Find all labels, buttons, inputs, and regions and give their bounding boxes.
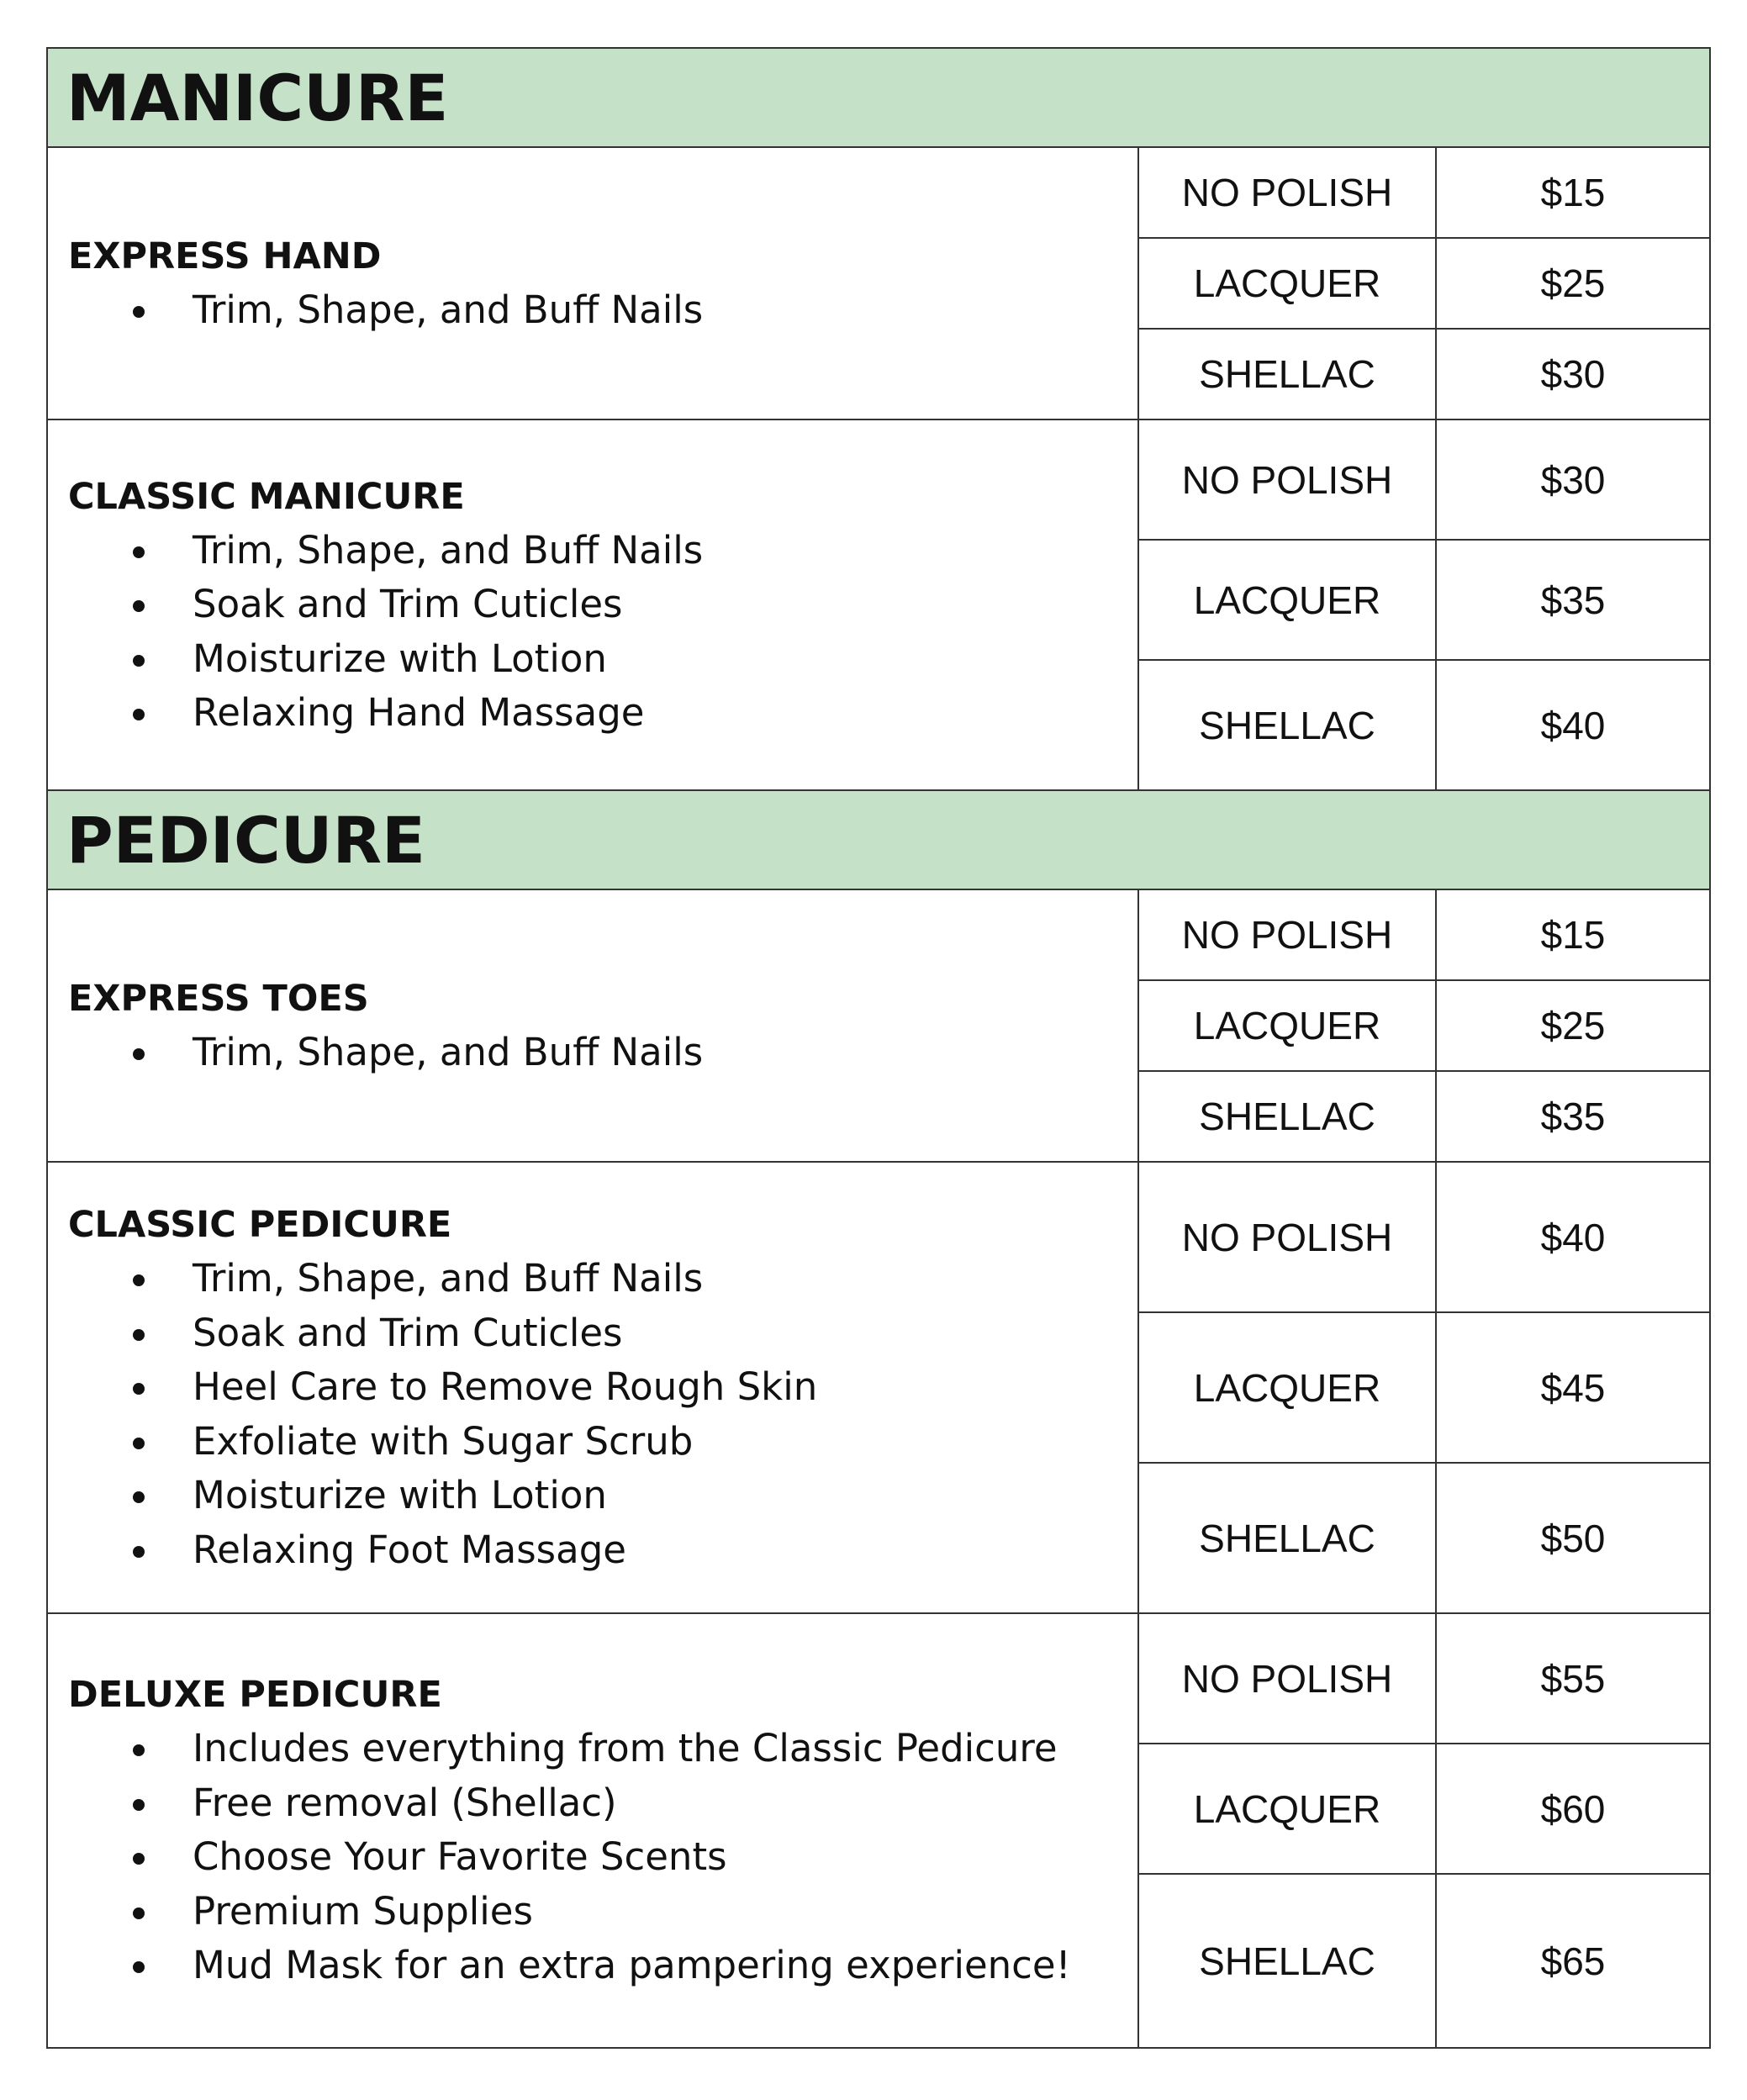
- feature-list: [68, 1026, 1137, 1080]
- feature-item: Trim, Shape, and Buff Nails: [68, 524, 1137, 578]
- manicure-section-header: [47, 48, 1710, 147]
- price-value: $55: [1436, 1613, 1710, 1744]
- price-value: $65: [1436, 1874, 1710, 2048]
- price-value: $40: [1436, 1162, 1710, 1312]
- feature-item: Trim, Shape, and Buff Nails: [68, 1252, 1137, 1306]
- service-name: CLASSIC PEDICURE: [68, 1204, 452, 1246]
- feature-item: Moisturize with Lotion: [68, 1469, 1137, 1523]
- price-value: $45: [1436, 1312, 1710, 1463]
- price-value: $30: [1436, 419, 1710, 540]
- price-value: $35: [1436, 540, 1710, 660]
- service-description: [47, 147, 1138, 419]
- price-value: $40: [1436, 660, 1710, 790]
- price-row: [47, 889, 1710, 980]
- polish-type: LACQUER: [1138, 980, 1436, 1071]
- service-description: [47, 1613, 1138, 2048]
- feature-item: Soak and Trim Cuticles: [68, 578, 1137, 632]
- feature-item: Choose Your Favorite Scents: [68, 1830, 1137, 1885]
- polish-type: NO POLISH: [1138, 889, 1436, 980]
- price-value: $50: [1436, 1463, 1710, 1613]
- price-value: $60: [1436, 1744, 1710, 1874]
- polish-type: LACQUER: [1138, 1744, 1436, 1874]
- price-row: [47, 147, 1710, 238]
- feature-list: [68, 1252, 1137, 1577]
- polish-type: LACQUER: [1138, 238, 1436, 329]
- price-value: $15: [1436, 889, 1710, 980]
- polish-type: SHELLAC: [1138, 329, 1436, 419]
- section-title: MANICURE: [66, 60, 449, 135]
- polish-type: LACQUER: [1138, 1312, 1436, 1463]
- feature-list: [68, 524, 1137, 741]
- polish-type: SHELLAC: [1138, 1071, 1436, 1162]
- feature-item: Mud Mask for an extra pampering experience!: [68, 1939, 1137, 1993]
- price-value: $15: [1436, 147, 1710, 238]
- polish-type: NO POLISH: [1138, 1613, 1436, 1744]
- service-name: EXPRESS HAND: [68, 235, 382, 277]
- pedicure-section-header: [47, 790, 1710, 889]
- service-description: [47, 1162, 1138, 1613]
- polish-type: LACQUER: [1138, 540, 1436, 660]
- feature-list: [68, 283, 1137, 338]
- price-value: $30: [1436, 329, 1710, 419]
- feature-item: Trim, Shape, and Buff Nails: [68, 283, 1137, 338]
- price-value: $35: [1436, 1071, 1710, 1162]
- feature-list: [68, 1722, 1137, 1993]
- feature-item: Exfoliate with Sugar Scrub: [68, 1415, 1137, 1469]
- feature-item: Premium Supplies: [68, 1885, 1137, 1939]
- service-name: DELUXE PEDICURE: [68, 1674, 442, 1717]
- feature-item: Relaxing Hand Massage: [68, 686, 1137, 741]
- service-description: [47, 889, 1138, 1162]
- service-name: CLASSIC MANICURE: [68, 475, 465, 518]
- feature-item: Free removal (Shellac): [68, 1776, 1137, 1831]
- feature-item: Includes everything from the Classic Pedicure: [68, 1722, 1137, 1776]
- price-row: [47, 1613, 1710, 1744]
- polish-type: NO POLISH: [1138, 147, 1436, 238]
- service-description: [47, 419, 1138, 790]
- feature-item: Heel Care to Remove Rough Skin: [68, 1360, 1137, 1415]
- feature-item: Soak and Trim Cuticles: [68, 1306, 1137, 1361]
- polish-type: NO POLISH: [1138, 419, 1436, 540]
- polish-type: SHELLAC: [1138, 1463, 1436, 1613]
- price-row: [47, 419, 1710, 540]
- feature-item: Moisturize with Lotion: [68, 632, 1137, 687]
- price-value: $25: [1436, 238, 1710, 329]
- feature-item: Trim, Shape, and Buff Nails: [68, 1026, 1137, 1080]
- feature-item: Relaxing Foot Massage: [68, 1523, 1137, 1578]
- service-name: EXPRESS TOES: [68, 977, 369, 1020]
- section-title: PEDICURE: [66, 802, 425, 878]
- price-row: [47, 1162, 1710, 1312]
- polish-type: NO POLISH: [1138, 1162, 1436, 1312]
- price-value: $25: [1436, 980, 1710, 1071]
- polish-type: SHELLAC: [1138, 660, 1436, 790]
- polish-type: SHELLAC: [1138, 1874, 1436, 2048]
- price-table: [46, 47, 1711, 2049]
